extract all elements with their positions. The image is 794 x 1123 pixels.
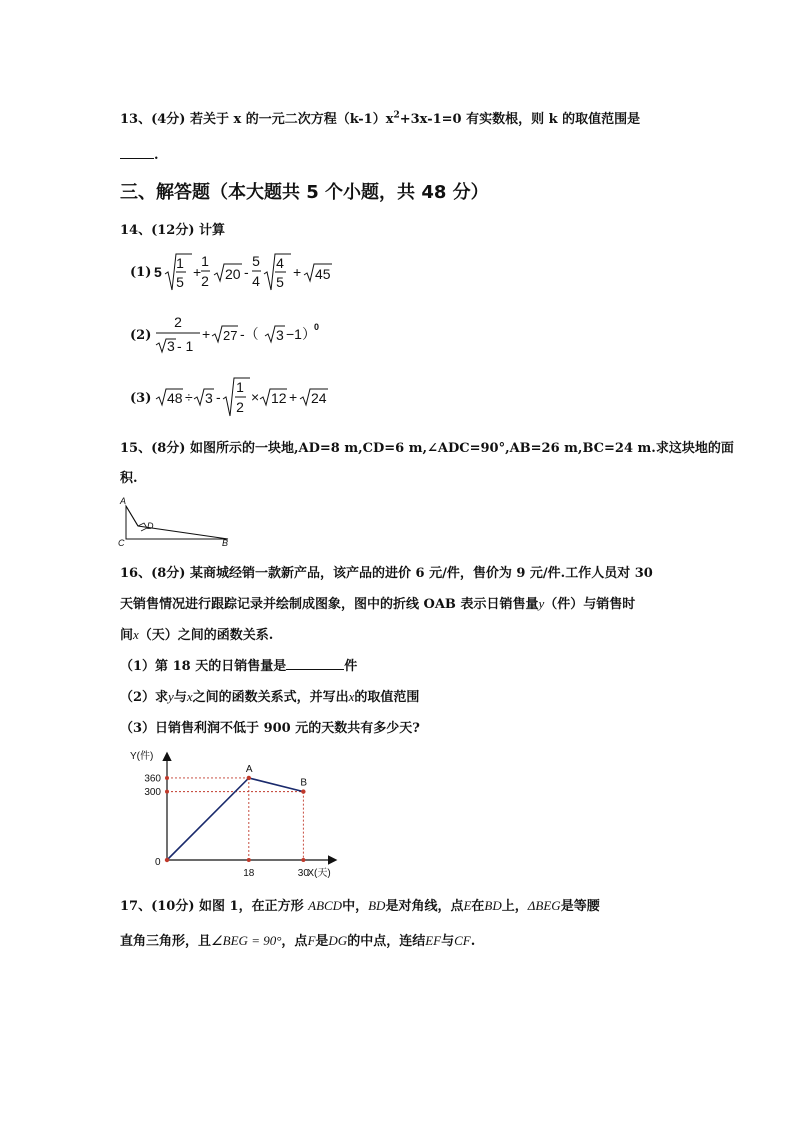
q17-e: E [463, 898, 472, 913]
q13-answer-line [120, 146, 159, 163]
q17-ef: EF [425, 933, 442, 948]
q14-item3-plus: + [289, 389, 298, 405]
q16-sub2-c: 之间的函数关系式，并写出 [192, 690, 349, 705]
origin-label: 0 [155, 857, 161, 868]
q14-item2-minus: -（ [240, 326, 259, 342]
q14-item2-plus: + [202, 326, 211, 342]
q14-item3-fd: 2 [236, 399, 244, 415]
q15-label-b: B [222, 538, 229, 548]
q16-line1 [120, 562, 653, 581]
q14-item3-label: (3) [130, 391, 152, 406]
q16-sub2-d: 的取值范围 [354, 690, 420, 705]
q14-item1-label: (1) [130, 265, 152, 280]
q16-sub1-a: （1）第 18 天的日销售量是 [120, 659, 287, 674]
q14-item1-minus: - [244, 264, 249, 280]
q17-line2-b: ，点 [281, 934, 308, 949]
q16-sub3: （3）日销售利润不低于 900 元的天数共有多少天? [120, 721, 420, 736]
q16-line3-x: x [133, 627, 139, 642]
q13-number: 13、(4分) [120, 112, 186, 127]
q14-item1-plus1: + [193, 264, 202, 280]
q14-item1-r5: 45 [315, 266, 331, 282]
q16-line1-text: 某商城经销一款新产品，该产品的进价 6 元/件，售价为 9 元/件.工作人员对 30 [189, 566, 653, 581]
q17-bd: BD [368, 898, 386, 913]
q15-number: 15、(8分) [120, 441, 186, 456]
q17-line2-a: 直角三角形，且 [120, 934, 212, 949]
series-line-oab [167, 778, 303, 860]
section3-title: 三、解答题（本大题共 5 个小题，共 48 分） [120, 182, 489, 203]
q15-line1 [120, 437, 734, 456]
q14-item1-f2d: 2 [201, 273, 209, 289]
y-tick-dot [165, 790, 169, 794]
q16-line3-b: （天）之间的函数关系. [138, 628, 274, 643]
x-tick-label: 30 [297, 868, 309, 879]
data-point [301, 789, 305, 793]
q14-item3-r4: 24 [311, 390, 327, 406]
q16-line2-y: y [538, 596, 545, 611]
x-axis-label: X(天) [307, 868, 331, 879]
y-axis-label: Y(件) [130, 751, 154, 762]
q14-item2-den-rad: 3 [167, 338, 175, 354]
q14-item3-r1: 48 [167, 390, 183, 406]
q17-line1-a: 如图 1，在正方形 [199, 899, 304, 914]
q14-item1-f1d: 5 [176, 274, 184, 290]
q14-item1-f4n: 4 [276, 255, 284, 271]
q14-item1-f4d: 5 [276, 274, 284, 290]
q14-item2-label: (2) [130, 328, 152, 343]
data-point [165, 858, 169, 862]
q17-line2 [120, 930, 475, 949]
q14-item2-num: 2 [174, 314, 182, 330]
q13-end: . [154, 148, 159, 163]
q17-line2-c: 是 [315, 934, 329, 949]
q17-line2-e: 与 [441, 934, 455, 949]
q14-item3-fn: 1 [236, 379, 244, 395]
q13-text-a: 若关于 x 的一元二次方程（k-1）x [189, 112, 394, 127]
y-tick-dot [165, 776, 169, 780]
q17-angle: ∠BEG = 90° [211, 933, 282, 948]
q13-blank [120, 146, 154, 159]
q14-item2-inner-tail: −1） [286, 326, 316, 342]
q14-number: 14、(12分) [120, 223, 195, 238]
q16-sub2-x: x [186, 689, 193, 704]
q14-item3-expression [152, 374, 342, 420]
q17-line2-d: 的中点，连结 [347, 934, 426, 949]
q17-abcd: ABCD [308, 898, 343, 913]
q13-text-b: +3x-1=0 有实数根，则 k 的取值范围是 [399, 112, 641, 127]
q15-label-d: D [147, 521, 154, 531]
q16-line3 [120, 624, 273, 643]
q17-dg: DG [328, 933, 348, 948]
q14-item3-div: ÷ [185, 389, 193, 405]
y-tick-label: 300 [144, 787, 161, 799]
q16-line2 [120, 593, 635, 612]
q17-f: F [307, 933, 316, 948]
q15-line2: 积. [120, 471, 138, 486]
q17-bd2: BD [484, 898, 502, 913]
data-point [247, 776, 251, 780]
q14-item1-r2: 20 [225, 266, 241, 282]
q14-item3-times: × [251, 389, 260, 405]
q14-item2-power: 0 [314, 322, 320, 332]
q17-line1-f: 是等腰 [560, 899, 600, 914]
q17-cf: CF [454, 933, 471, 948]
q14-item2-rad: 27 [223, 328, 238, 343]
q16-sub2-a: （2）求 [120, 690, 169, 705]
q17-number: 17、(10分) [120, 899, 195, 914]
q16-line3-a: 间 [120, 628, 134, 643]
x-tick-label: 18 [243, 868, 255, 879]
q17-line1 [120, 895, 600, 914]
q16-sub2-y: y [168, 689, 174, 704]
q14-header [120, 219, 225, 238]
q14-item2-inner-rad: 3 [276, 327, 284, 343]
q15-figure [114, 496, 238, 548]
q17-line1-c: 是对角线，点 [385, 899, 464, 914]
q14-item1-f1n: 1 [176, 255, 184, 271]
q14-item1-plus2: + [293, 264, 302, 280]
q16-sub1-b: 件 [344, 659, 358, 674]
q13-line [120, 108, 640, 127]
q14-item1-f2n: 1 [201, 253, 209, 269]
q14-item1-f3d: 4 [252, 273, 260, 289]
q17-line1-d: 在 [471, 899, 485, 914]
q15-label-a: A [120, 496, 127, 506]
q16-number: 16、(8分) [120, 566, 186, 581]
q13-sup: 2 [393, 110, 400, 121]
q16-line2-b: （件）与销售时 [544, 597, 636, 612]
q14-item1-expression [152, 250, 342, 296]
x-tick-dot [301, 858, 305, 862]
x-tick-dot [247, 858, 251, 862]
q15-label-c: C [118, 538, 125, 548]
y-tick-label: 360 [144, 773, 161, 785]
q14-item3-r3: 12 [271, 390, 287, 406]
q16-line2-a: 天销售情况进行跟踪记录并绘制成图象，图中的折线 OAB 表示日销售量 [120, 597, 539, 612]
q16-sub1-blank [286, 657, 344, 670]
q16-sub2-b: 与 [173, 690, 187, 705]
q14-item1-f3n: 5 [252, 253, 260, 269]
point-label-b: B [300, 777, 308, 789]
q16-sub2 [120, 686, 419, 705]
q14-item3-r2: 3 [205, 390, 213, 406]
q16-sub2-x2: x [348, 689, 355, 704]
q17-line1-b: 中， [342, 899, 369, 914]
point-label-a: A [245, 763, 253, 775]
q14-title: 计算 [199, 223, 226, 238]
q14-item3-minus: - [216, 389, 221, 405]
q14-item1-c1: 5 [154, 264, 162, 280]
q14-item2-expression [152, 312, 332, 358]
q16-chart [120, 746, 340, 880]
q14-item2-den-tail: - 1 [177, 338, 194, 354]
q15-line1-text: 如图所示的一块地,AD=8 m,CD=6 m,∠ADC=90°,AB=26 m,BC=24 m.求这块地的面 [189, 441, 734, 456]
q16-sub1 [120, 655, 357, 674]
q17-line1-e2: 上， [501, 899, 528, 914]
q17-line2-end: . [470, 934, 476, 949]
q17-tri: ΔBEG [527, 898, 561, 913]
